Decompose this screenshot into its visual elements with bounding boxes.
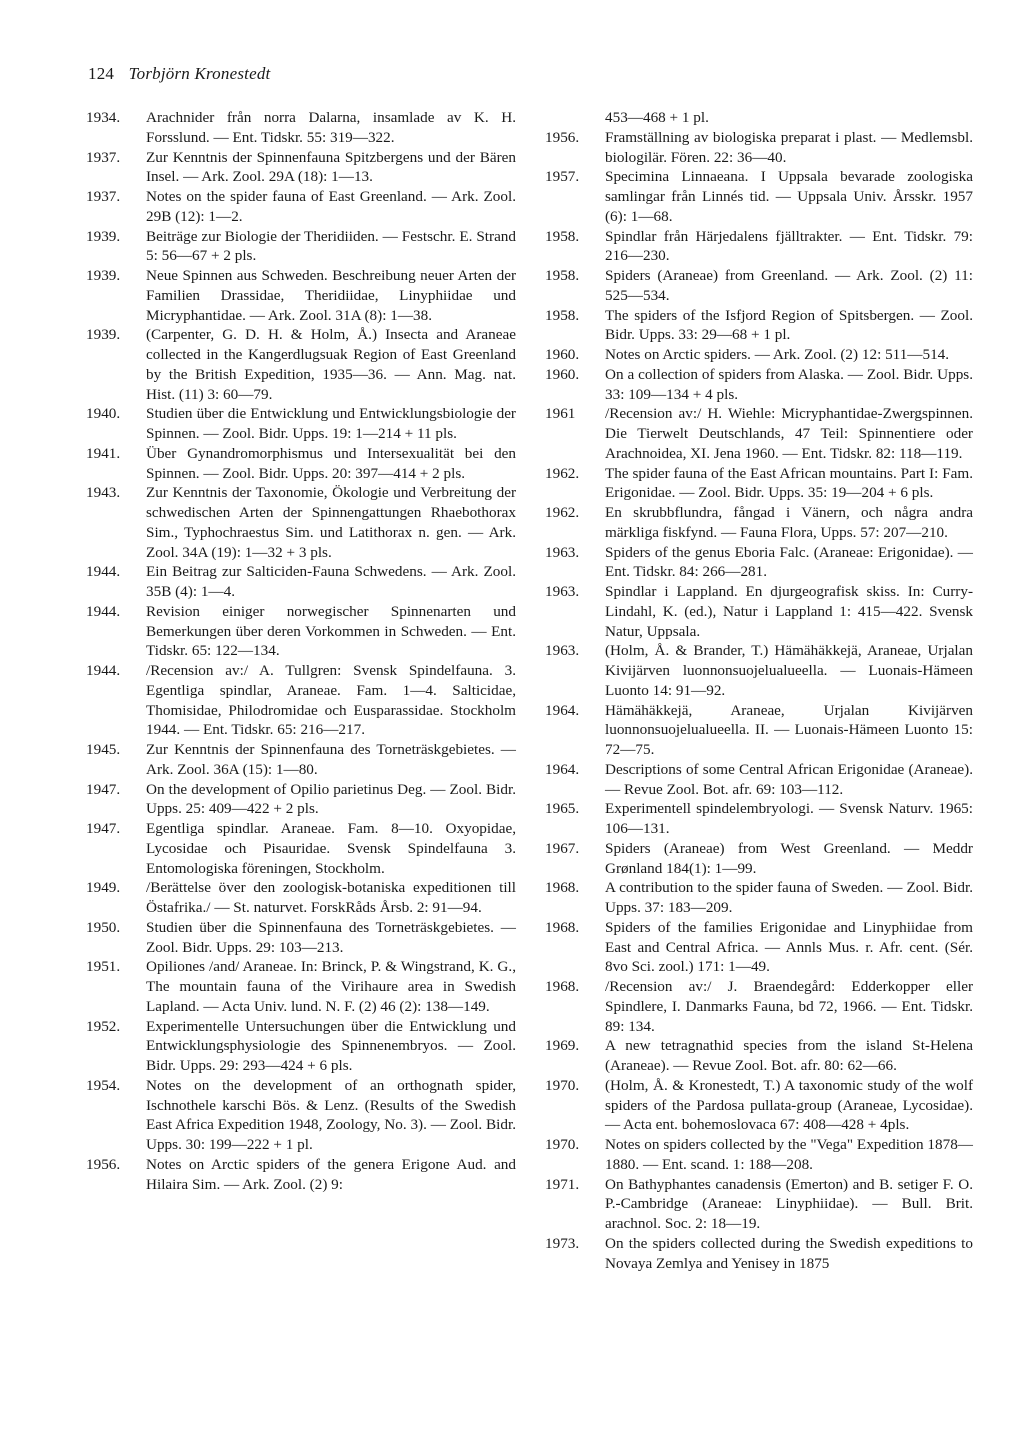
entry-citation: The spider fauna of the East African mountains. Part I: Fam. Erigonidae. — Zool. Bidr. Upps. 35: 19—204 + 6 pls. [605, 464, 973, 502]
entry-citation: Spindlar från Härjedalens fjälltrakter. — Ent. Tidskr. 79: 216—230. [605, 227, 973, 265]
entry-citation: Zur Kenntnis der Taxonomie, Ökologie und Verbreitung der schwedischen Arten der Spinnengattungen Rhaebothorax Sim., Typhochraestus Sim. und Latithorax n. gen. — Ark. Zool. 34A (19): 1—32 + 3 pls. [146, 484, 516, 561]
entry-citation: Descriptions of some Central African Erigonidae (Araneae). — Revue Zool. Bot. afr. 69: 103—112. [605, 760, 973, 798]
entry-citation: Über Gynandromorphismus und Intersexualität bei den Spinnen. — Zool. Bidr. Upps. 20: 397—414 + 2 pls. [146, 444, 516, 482]
bibliography-entry [545, 345, 973, 365]
entry-citation: Opiliones /and/ Araneae. In: Brinck, P. & Wingstrand, K. G., The mountain fauna of the Virihaure area in Swedish Lapland. — Acta Univ. lund. N. F. (2) 46 (2): 138—149. [146, 958, 516, 1015]
entry-citation: Spiders (Araneae) from Greenland. — Ark. Zool. (2) 11: 525—534. [605, 267, 973, 304]
bibliography-entry [86, 187, 516, 227]
entry-year: 1965. [545, 800, 580, 818]
entry-year: 1963. [545, 583, 580, 600]
entry-citation: Hämähäkkejä, Araneae, Urjalan Kivijärven luonnonsuojelualueella. II. — Luonais-Hämeen Luonto 15: 72—75. [605, 701, 973, 758]
entry-citation: (Holm, Å. & Brander, T.) Hämähäkkejä, Araneae, Urjalan Kivijärven luonnonsuojelualueella. — Luonais-Hämeen Luonto 14: 91—92. [605, 642, 973, 699]
bibliography-entry [545, 306, 973, 346]
entry-citation: Spiders (Araneae) from West Greenland. — Meddr Grønland 184(1): 1—99. [605, 839, 973, 877]
left-column [86, 108, 516, 1194]
entry-citation: Egentliga spindlar. Araneae. Fam. 8—10. Oxyopidae, Lycosidae och Pisauridae. Svensk Spindelfauna 3. Entomologiska föreningen, Stockholm. [146, 820, 516, 877]
entry-citation: A contribution to the spider fauna of Sweden. — Zool. Bidr. Upps. 37: 183—209. [605, 879, 973, 916]
entry-citation: Specimina Linnaeana. I Uppsala bevarade zoologiska samlingar från Linnés tid. — Uppsala Univ. Årsskr. 1957 (6): 1—68. [605, 168, 973, 225]
bibliography-entry [86, 780, 516, 820]
entry-citation: Framställning av biologiska preparat i plast. — Medlemsbl. biologilär. Fören. 22: 36—40. [605, 128, 973, 166]
entry-year: 1968. [545, 918, 580, 936]
entry-year: 1964. [545, 701, 580, 719]
entry-year: 1945. [86, 741, 121, 758]
bibliography-entry [86, 266, 516, 325]
entry-citation: Experimentell spindelembryologi. — Svensk Naturv. 1965: 106—131. [605, 800, 973, 837]
entry-year: 1961 [545, 405, 576, 423]
entry-citation: Notes on the development of an orthognath spider, Ischnothele karschi Bös. & Lenz. (Results of the Swedish East Africa Expedition 1948, Zoology, No. 3). — Zool. Bidr. Upps. 30: 199—222 + 1 pl. [146, 1076, 516, 1153]
entry-year: 1949. [86, 879, 121, 897]
entry-year: 1934. [86, 109, 121, 126]
entry-citation: Studien über die Spinnenfauna des Torneträskgebietes. — Zool. Bidr. Upps. 29: 103—213. [146, 918, 516, 956]
entry-citation: On the spiders collected during the Swedish expeditions to Novaya Zemlya and Yenisey in 1875 [605, 1234, 973, 1272]
entry-citation: Beiträge zur Biologie der Theridiiden. — Festschr. E. Strand 5: 56—67 + 2 pls. [146, 227, 516, 265]
entry-citation: On a collection of spiders from Alaska. — Zool. Bidr. Upps. 33: 109—134 + 4 pls. [605, 365, 973, 403]
entry-citation: Arachnider från norra Dalarna, insamlade av K. H. Forsslund. — Ent. Tidskr. 55: 319—322. [146, 109, 516, 146]
running-head-author: Torbjörn Kronestedt [128, 64, 271, 83]
entry-citation: On the development of Opilio parietinus Deg. — Zool. Bidr. Upps. 25: 409—422 + 2 pls. [146, 780, 516, 818]
entry-year: 1970. [545, 1136, 580, 1153]
bibliography-entry [545, 760, 973, 800]
entry-year: 1962. [545, 504, 580, 521]
bibliography-entry [545, 1135, 973, 1175]
entry-citation: /Berättelse över den zoologisk-botaniska expeditionen till Östafrika./ — St. naturvet. ForskRåds Årsb. 2: 91—94. [146, 879, 516, 916]
entry-year: 1956. [86, 1155, 121, 1173]
entry-citation: Revision einiger norwegischer Spinnenarten und Bemerkungen über deren Vorkommen in Schweden. — Ent. Tidskr. 65: 122—134. [146, 602, 516, 660]
page-number: 124 [88, 64, 115, 83]
entry-year: 1964. [545, 760, 580, 778]
entry-year: 1971. [545, 1175, 580, 1193]
entry-citation: /Recension av:/ J. Braendegård: Edderkopper eller Spindlere, I. Danmarks Fauna, bd 72, 1966. — Ent. Tidskr. 89: 134. [605, 978, 973, 1035]
entry-year: 1954. [86, 1076, 121, 1094]
bibliography-entry [86, 108, 516, 148]
entry-citation: Ein Beitrag zur Salticiden-Fauna Schwedens. — Ark. Zool. 35B (4): 1—4. [146, 563, 516, 600]
bibliography-entry [86, 957, 516, 1016]
entry-year: 1939. [86, 326, 121, 344]
entry-year: 1950. [86, 918, 121, 936]
bibliography-entry [545, 365, 973, 405]
entry-year: 1973. [545, 1234, 580, 1252]
entry-year: 1960. [545, 346, 580, 363]
entry-year: 1956. [545, 128, 580, 146]
bibliography-entry [545, 977, 973, 1036]
bibliography-entry [86, 740, 516, 780]
entry-year: 1952. [86, 1017, 121, 1035]
entry-year: 1967. [545, 839, 580, 857]
entry-citation: Notes on spiders collected by the "Vega" Expedition 1878—1880. — Ent. scand. 1: 188—208. [605, 1136, 973, 1173]
bibliography-entry [545, 1234, 973, 1274]
entry-year: 1963. [545, 642, 580, 660]
bibliography-entry [545, 641, 973, 700]
entry-year: 1944. [86, 602, 121, 620]
entry-year: 1960. [545, 365, 580, 383]
entry-citation: Spindlar i Lappland. En djurgeografisk skiss. In: Curry-Lindahl, K. (ed.), Natur i Lappland 1: 415—422. Svensk Natur, Uppsala. [605, 583, 973, 640]
entry-year: 1939. [86, 267, 121, 284]
entry-citation: (Holm, Å. & Kronestedt, T.) A taxonomic study of the wolf spiders of the Pardosa pullata-group (Araneae, Lycosidae). — Acta ent. bohemoslovaca 67: 408—428 + 4pls. [605, 1076, 973, 1134]
bibliography-entry [86, 602, 516, 661]
bibliography-entry [545, 108, 973, 128]
entry-citation: Zur Kenntnis der Spinnenfauna Spitzbergens und der Bären Insel. — Ark. Zool. 29A (18): 1—13. [146, 148, 516, 186]
bibliography-entry [545, 543, 973, 583]
bibliography-entry [86, 1076, 516, 1155]
bibliography-entry [86, 148, 516, 188]
entry-citation: En skrubbflundra, fångad i Vänern, och några andra märkliga fiskfynd. — Fauna Flora, Upps. 57: 207—210. [605, 504, 973, 541]
bibliography-entry [545, 503, 973, 543]
bibliography-entry [545, 1175, 973, 1234]
bibliography-entry [86, 227, 516, 267]
entry-year: 1970. [545, 1076, 580, 1094]
bibliography-entry [545, 404, 973, 463]
entry-citation: Notes on Arctic spiders of the genera Erigone Aud. and Hilaira Sim. — Ark. Zool. (2) 9: [146, 1155, 516, 1193]
entry-citation: Spiders of the families Erigonidae and Linyphiidae from East and Central Africa. — Annls Mus. r. Afr. cent. (Sér. 8vo Sci. zool.) 171: 1—49. [605, 918, 973, 976]
bibliography-entry [545, 839, 973, 879]
entry-citation: A new tetragnathid species from the island St-Helena (Araneae). — Revue Zool. Bot. afr. 80: 62—66. [605, 1037, 973, 1074]
right-column [545, 108, 973, 1273]
bibliography-entry [86, 325, 516, 404]
entry-year: 1937. [86, 188, 121, 205]
bibliography-entry [86, 918, 516, 958]
entry-citation: Notes on the spider fauna of East Greenland. — Ark. Zool. 29B (12): 1—2. [146, 188, 516, 225]
entry-citation: Studien über die Entwicklung und Entwicklungsbiologie der Spinnen. — Zool. Bidr. Upps. 19: 1—214 + 11 pls. [146, 405, 516, 442]
bibliography-entry [545, 701, 973, 760]
entry-year: 1944. [86, 563, 121, 581]
entry-year: 1940. [86, 405, 121, 423]
bibliography-entry [545, 799, 973, 839]
bibliography-entry [86, 444, 516, 484]
entry-year: 1937. [86, 148, 121, 166]
bibliography-entry [545, 1036, 973, 1076]
bibliography-entry [545, 227, 973, 267]
bibliography-entry [86, 483, 516, 562]
entry-citation: /Recension av:/ A. Tullgren: Svensk Spindelfauna. 3. Egentliga spindlar, Araneae. Fam. 1—4. Salticidae, Thomisidae, Philodromidae och Eusparassidae. Stockholm 1944. — Ent. Tidskr. 65: 216—217. [146, 662, 516, 739]
page-header [88, 64, 270, 84]
entry-year: 1957. [545, 168, 580, 186]
entry-citation: Experimentelle Untersuchungen über die Entwicklung und Entwicklungsphysiologie des Spinnenembryos. — Zool. Bidr. Upps. 29: 293—424 + 6 pls. [146, 1017, 516, 1074]
entry-year: 1947. [86, 820, 121, 837]
entry-citation: (Carpenter, G. D. H. & Holm, Å.) Insecta and Araneae collected in the Kangerdlugsuak Region of East Greenland by the British Expedition, 1935—36. — Ann. Mag. nat. Hist. (11) 3: 60—79. [146, 326, 516, 403]
entry-citation: The spiders of the Isfjord Region of Spitsbergen. — Zool. Bidr. Upps. 33: 29—68 + 1 pl. [605, 306, 973, 344]
entry-citation: On Bathyphantes canadensis (Emerton) and B. setiger F. O. P.-Cambridge (Araneae: Linyphiidae). — Bull. Brit. arachnol. Soc. 2: 18—19. [605, 1175, 973, 1232]
bibliography-entry [86, 878, 516, 918]
entry-year: 1951. [86, 958, 121, 976]
entry-year: 1968. [545, 978, 580, 995]
entry-year: 1963. [545, 543, 580, 561]
entry-year: 1968. [545, 879, 580, 897]
bibliography-entry [545, 266, 973, 306]
bibliography-entry [86, 661, 516, 740]
entry-year: 1939. [86, 227, 121, 245]
entry-year: 1958. [545, 306, 580, 324]
entry-year: 1958. [545, 227, 580, 245]
entry-citation: /Recension av:/ H. Wiehle: Micryphantidae-Zwergspinnen. Die Tierwelt Deutschlands, 47 Teil: Spinnentiere oder Arachnoidea, XI. Jena 1960. — Ent. Tidskr. 82: 118—119. [605, 405, 973, 462]
bibliography-entry [545, 1076, 973, 1135]
bibliography-entry [86, 1155, 516, 1195]
entry-citation: Neue Spinnen aus Schweden. Beschreibung neuer Arten der Familien Drassidae, Theridiidae, Linyphiidae und Micryphantidae. — Ark. Zool. 31A (8): 1—38. [146, 267, 516, 324]
bibliography-entry [545, 582, 973, 641]
entry-year: 1969. [545, 1037, 580, 1055]
entry-year: 1962. [545, 464, 580, 482]
entry-year: 1947. [86, 780, 121, 798]
bibliography-entry [545, 128, 973, 168]
entry-year: 1958. [545, 267, 580, 284]
entry-citation: 453—468 + 1 pl. [605, 109, 709, 126]
bibliography-entry [86, 819, 516, 878]
entry-citation: Spiders of the genus Eboria Falc. (Araneae: Erigonidae). — Ent. Tidskr. 84: 266—281. [605, 543, 973, 581]
entry-year: 1944. [86, 662, 121, 679]
bibliography-entry [86, 404, 516, 444]
bibliography-entry [545, 878, 973, 918]
bibliography-entry [86, 1017, 516, 1076]
bibliography-entry [545, 918, 973, 977]
bibliography-entry [545, 167, 973, 226]
entry-year: 1941. [86, 444, 121, 462]
bibliography-entry [545, 464, 973, 504]
bibliography-entry [86, 562, 516, 602]
entry-year: 1943. [86, 484, 121, 502]
entry-citation: Notes on Arctic spiders. — Ark. Zool. (2) 12: 511—514. [605, 346, 950, 363]
entry-citation: Zur Kenntnis der Spinnenfauna des Torneträskgebietes. — Ark. Zool. 36A (15): 1—80. [146, 741, 516, 778]
